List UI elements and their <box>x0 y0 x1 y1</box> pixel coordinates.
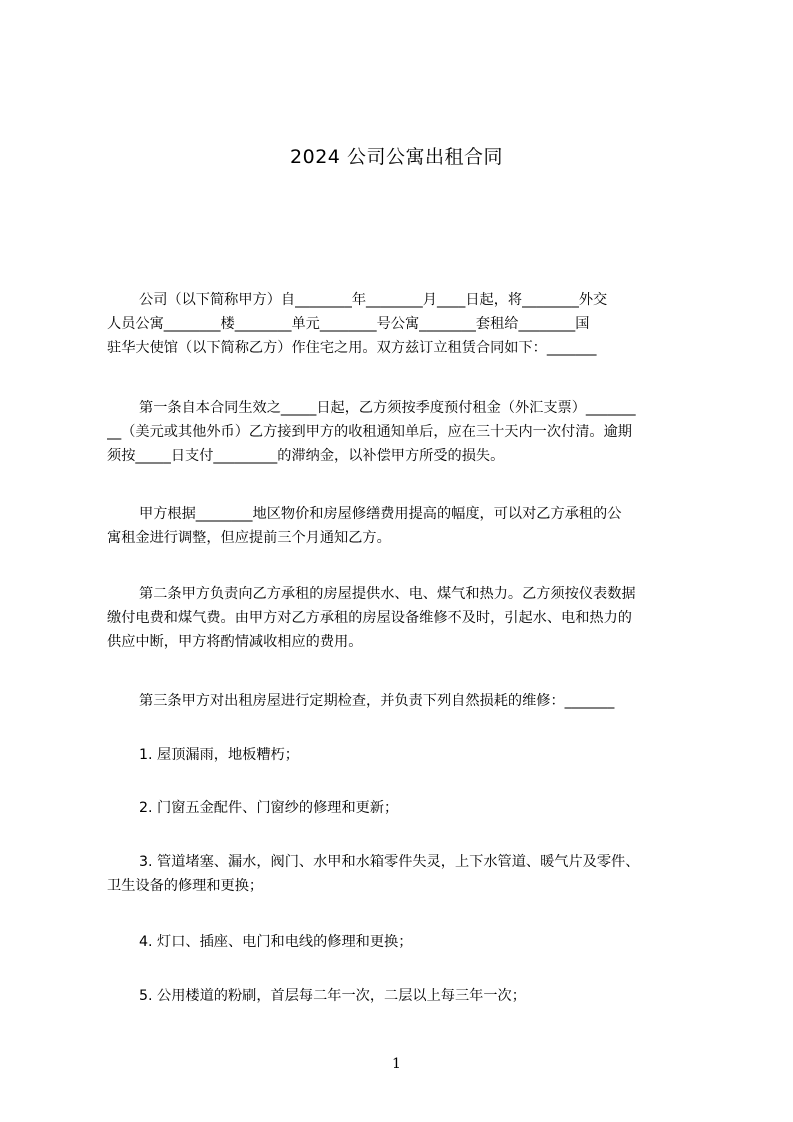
rent-adjust-paragraph <box>107 502 699 550</box>
list-item-1 <box>107 743 699 767</box>
document-title: 2024 公司公寓出租合同 <box>290 146 503 168</box>
text-line: 驻华大使馆（以下简称乙方）作住宅之用。双方兹订立租赁合同如下：_______ <box>107 340 597 356</box>
text-line: 4. 灯口、插座、电门和电线的修理和更换； <box>139 934 413 950</box>
article-3-paragraph <box>107 689 699 713</box>
text-line: 2. 门窗五金配件、门窗纱的修理和更新； <box>139 800 399 816</box>
text-line: 卫生设备的修理和更换； <box>107 878 264 894</box>
text-line: 第二条甲方负责向乙方承租的房屋提供水、电、煤气和热力。乙方须按仪表数据 <box>139 586 636 602</box>
article-2-paragraph <box>107 582 699 654</box>
text-line: 须按_____日支付_________的滞纳金，以补偿甲方所受的损失。 <box>107 448 505 464</box>
text-line: 人员公寓________楼________单元________号公寓________套租给________国 <box>107 316 590 332</box>
article-1-paragraph <box>107 396 699 468</box>
list-item-2 <box>107 796 699 820</box>
text-line: 缴付电费和煤气费。由甲方对乙方承租的房屋设备维修不及时，引起水、电和热力的 <box>107 610 632 626</box>
text-line: 第三条甲方对出租房屋进行定期检查，并负责下列自然损耗的维修：_______ <box>139 693 615 709</box>
text-line: 3. 管道堵塞、漏水，阀门、水甲和水箱零件失灵，上下水管道、暖气片及零件、 <box>139 854 640 870</box>
text-line: 公司（以下简称甲方）自________年________月____日起，将________外交 <box>139 292 608 308</box>
text-line: 寓租金进行调整，但应提前三个月通知乙方。 <box>107 530 391 546</box>
page-number: 1 <box>392 1056 401 1072</box>
text-line: 供应中断，甲方将酌情减收相应的费用。 <box>107 634 363 650</box>
intro-paragraph <box>107 288 699 360</box>
text-line: 第一条自本合同生效之_____日起，乙方须按季度预付租金（外汇支票）_______ <box>139 400 636 416</box>
list-item-5 <box>107 984 699 1008</box>
list-item-4 <box>107 930 699 954</box>
text-line: 5. 公用楼道的粉刷，首层每二年一次，二层以上每三年一次； <box>139 988 526 1004</box>
text-line: __（美元或其他外币）乙方接到甲方的收租通知单后，应在三十天内一次付清。逾期 <box>107 424 632 440</box>
text-line: 1. 屋顶漏雨，地板糟朽； <box>139 747 299 763</box>
list-item-3 <box>107 850 699 898</box>
text-line: 甲方根据________地区物价和房屋修缮费用提高的幅度，可以对乙方承租的公 <box>139 506 622 522</box>
